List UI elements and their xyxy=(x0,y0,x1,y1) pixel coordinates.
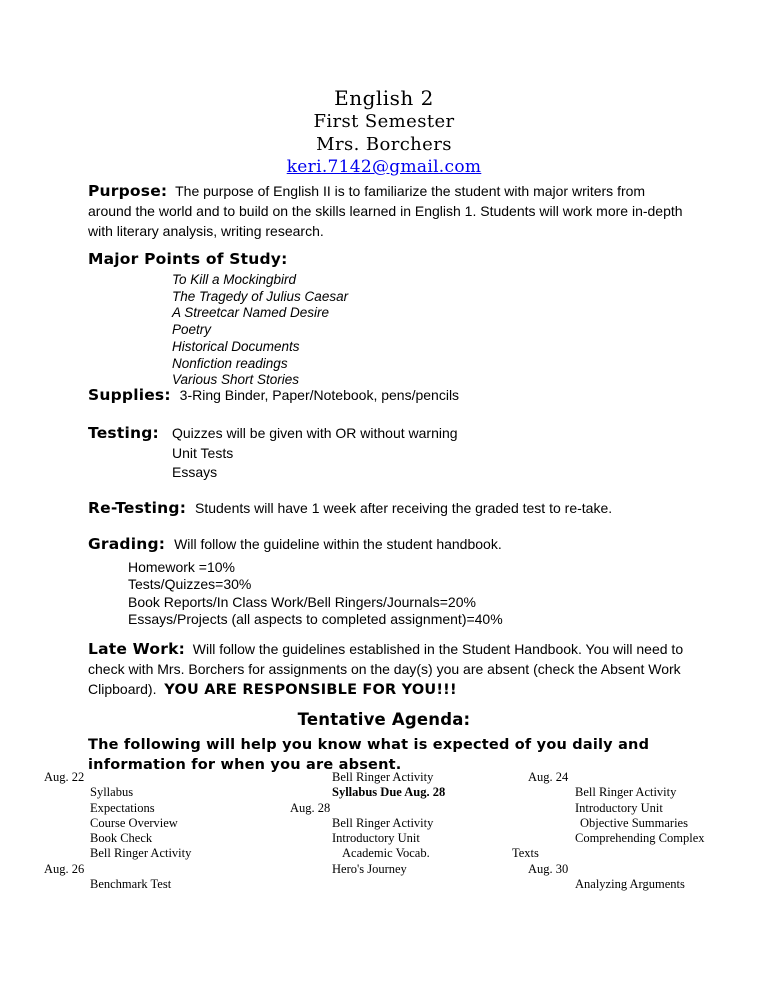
course-title: English 2 xyxy=(334,86,434,110)
email-link[interactable]: keri.7142@gmail.com xyxy=(286,157,482,177)
agenda-row: Benchmark Test xyxy=(90,877,172,892)
grading-item: Homework =10% xyxy=(128,559,235,575)
agenda-row: Introductory Unit xyxy=(332,831,420,846)
agenda-title: Tentative Agenda: xyxy=(297,710,471,729)
teacher-name: Mrs. Borchers xyxy=(316,134,452,155)
agenda-row: Aug. 24 xyxy=(528,770,569,784)
study-item: A Streetcar Named Desire xyxy=(172,305,330,321)
study-item: Historical Documents xyxy=(172,338,300,354)
document-header xyxy=(0,86,768,179)
email-row xyxy=(0,156,768,179)
late-work-emphasis: YOU ARE RESPONSIBLE FOR YOU!!! xyxy=(164,682,457,698)
study-item: To Kill a Mockingbird xyxy=(172,272,297,287)
agenda-row: Syllabus Due Aug. 28 xyxy=(332,785,446,800)
purpose-paragraph xyxy=(88,181,690,241)
retesting-body: Students will have 1 week after receiving the graded test to re-take. xyxy=(195,500,613,516)
testing-section xyxy=(88,424,690,483)
grading-item: Tests/Quizzes=30% xyxy=(128,576,252,593)
agenda-column-3 xyxy=(512,770,764,892)
agenda-row: Course Overview xyxy=(90,815,178,830)
late-work-section xyxy=(88,639,690,700)
study-item: Poetry xyxy=(172,322,212,338)
agenda-row: Syllabus xyxy=(90,785,134,800)
testing-label: Testing: xyxy=(88,424,159,442)
grading-section xyxy=(88,535,690,628)
study-item: Various Short Stories xyxy=(172,372,300,388)
agenda-row: Aug. 28 xyxy=(290,800,331,815)
grading-label: Grading: xyxy=(88,535,166,553)
agenda-row: Bell Ringer Activity xyxy=(90,846,192,861)
testing-item: Unit Tests xyxy=(172,444,234,461)
supplies-section xyxy=(88,386,690,405)
grading-item: Essays/Projects (all aspects to completed assignment)=40% xyxy=(128,610,503,627)
agenda-row: Aug. 30 xyxy=(528,861,569,876)
semester-subtitle: First Semester xyxy=(313,111,455,132)
late-work-body: Will follow the guidelines established in the Student Handbook. You will need to check with Mrs. Borchers for assignments on the day(s) you are absent (check the Absent Work Clipboard). xyxy=(88,641,684,697)
grading-body: Will follow the guideline within the student handbook. xyxy=(174,536,502,552)
agenda-row: Book Check xyxy=(90,831,153,846)
agenda-row: Introductory Unit xyxy=(575,800,663,815)
study-list xyxy=(88,272,690,389)
agenda-row: Expectations xyxy=(90,800,155,815)
agenda-row: Bell Ringer Activity xyxy=(575,785,677,800)
retesting-label: Re-Testing: xyxy=(88,499,187,517)
testing-item: Essays xyxy=(172,464,218,480)
purpose-section xyxy=(88,181,690,241)
agenda-row: Analyzing Arguments xyxy=(575,877,685,892)
agenda-intro: The following will help you know what is expected of you daily and information for when you are absent. xyxy=(88,737,650,773)
agenda-row: Hero's Journey xyxy=(332,861,407,876)
supplies-body: 3-Ring Binder, Paper/Notebook, pens/pencils xyxy=(179,387,460,403)
study-item: Nonfiction readings xyxy=(172,355,288,371)
agenda-row: Bell Ringer Activity xyxy=(332,770,434,784)
testing-first-line: Quizzes will be given with OR without warning xyxy=(172,425,458,441)
purpose-label: Purpose: xyxy=(88,182,168,200)
grading-item: Book Reports/In Class Work/Bell Ringers/Journals=20% xyxy=(128,593,476,610)
testing-lines xyxy=(172,424,690,483)
major-points-label: Major Points of Study: xyxy=(88,250,288,268)
agenda-row: Texts xyxy=(512,846,539,861)
late-work-label: Late Work: xyxy=(88,640,185,658)
agenda-row: Academic Vocab. xyxy=(342,846,430,861)
late-work-paragraph xyxy=(88,639,690,700)
agenda-row: Bell Ringer Activity xyxy=(332,815,434,830)
major-points-section xyxy=(88,250,690,389)
agenda-row: Objective Summaries xyxy=(580,815,688,830)
study-item: The Tragedy of Julius Caesar xyxy=(172,288,349,304)
agenda-row: Aug. 22 xyxy=(44,770,85,784)
agenda-row: Aug. 26 xyxy=(44,861,85,876)
purpose-body: The purpose of English II is to familiarize the student with major writers from around the world and to build on the skills learned in English 1. Students will work more in-depth with literary analysis, writing research. xyxy=(88,183,683,239)
grading-breakdown xyxy=(88,559,690,628)
agenda-row: Comprehending Complex xyxy=(575,831,705,846)
agenda-column-1 xyxy=(44,770,284,892)
supplies-label: Supplies: xyxy=(88,386,171,404)
testing-items xyxy=(172,444,690,483)
retesting-section xyxy=(88,499,690,518)
agenda-column-2 xyxy=(288,770,510,877)
